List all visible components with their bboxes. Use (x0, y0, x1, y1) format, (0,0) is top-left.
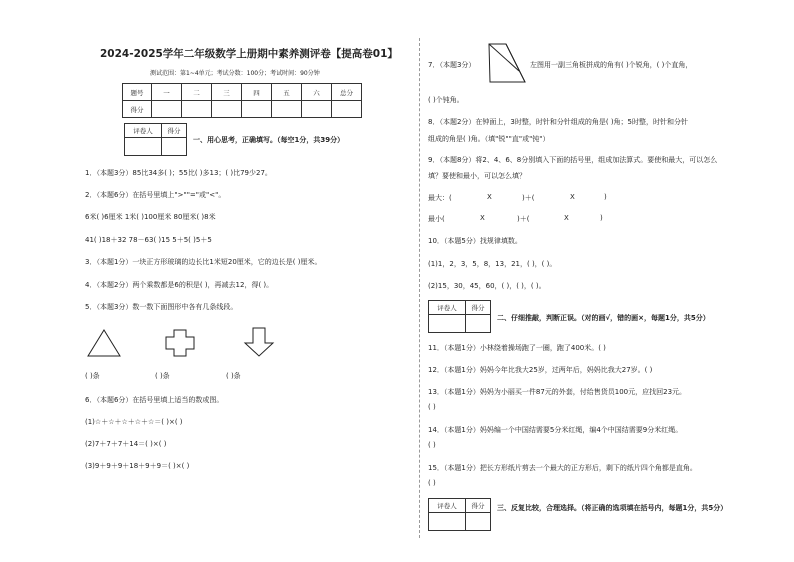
score-header-cell: 六 (302, 84, 332, 101)
grader-name-cell[interactable] (125, 138, 162, 156)
question-10-row-2: (2)15，30，45，60，( )，( )，( )。 (428, 282, 546, 290)
question-9-min-x2: X (564, 214, 569, 222)
grader-score-cell[interactable] (162, 138, 187, 156)
question-4: 4．（本题2分）两个乘数都是6的积是( )，再减去12，得( )。 (85, 281, 274, 289)
score-cell[interactable] (332, 101, 362, 118)
question-15-answer: ( ) (428, 479, 436, 487)
grader-box (428, 498, 491, 531)
question-7-text-2: ( )个钝角。 (428, 96, 464, 104)
question-2-row-a: 6米( )6厘米 1米( )100厘米 80厘米( )8米 (85, 213, 216, 221)
question-14-answer: ( ) (428, 441, 436, 449)
score-cell[interactable] (182, 101, 212, 118)
question-3: 3．（本题1分）一块正方形玻璃的边长比1米短20厘米，它的边长是( )厘米。 (85, 258, 322, 266)
question-6-row-1: (1)☆＋☆＋☆＋☆＋☆＝( )×( ) (85, 418, 183, 426)
question-7: 7．（本题3分） (428, 61, 476, 69)
score-cell[interactable] (272, 101, 302, 118)
question-6: 6．（本题6分）在括号里填上适当的数或图。 (85, 396, 224, 404)
question-10: 10．（本题5分）找规律填数。 (428, 237, 522, 245)
question-8-line-2: 组成的角是( )角。（填"锐""直"或"钝"） (428, 135, 550, 143)
exam-meta: 测试范围：第1~4单元；考试分数：100分；考试时间：90分钟 (150, 70, 320, 77)
question-9-max-label: 最大：( (428, 194, 452, 202)
question-9-min-label: 最小( (428, 215, 445, 223)
grader-name-cell[interactable] (429, 513, 466, 531)
question-14: 14．（本题1分）妈妈编一个中国结需要5分米红绳，编4个中国结需要9分米红绳。 (428, 426, 683, 434)
grader-score-label: 得分 (162, 124, 187, 138)
question-6-row-3: (3)9＋9＋9＋18＋9＋9＝( )×( ) (85, 462, 190, 470)
cross-figure (164, 328, 196, 358)
question-8: 8．（本题2分）在钟面上，3时整，时针和分针组成的角是( )角；5时整，时针和分针 (428, 118, 689, 126)
grader-score-label: 得分 (466, 499, 491, 513)
section-3-heading: 三、反复比较，合理选择。（将正确的选项填在括号内，每题1分，共5分） (497, 504, 728, 512)
score-header-cell: 题号 (123, 84, 152, 101)
question-13: 13．（本题1分）妈妈为小丽买一件87元的外套，付给售货员100元，应找回23元。 (428, 388, 687, 396)
score-header-cell: 五 (272, 84, 302, 101)
grader-box (428, 300, 491, 333)
grader-score-label: 得分 (466, 301, 491, 315)
question-9-min-close: ) (600, 214, 603, 222)
score-header-cell: 三 (212, 84, 242, 101)
question-6-row-2: (2)7＋7＋7＋14＝( )×( ) (85, 440, 167, 448)
question-10-row-1: (1)1，2，3，5，8，13，21，( )，( )。 (428, 260, 557, 268)
column-divider (419, 38, 420, 538)
score-header-cell: 四 (242, 84, 272, 101)
score-row-label: 得分 (123, 101, 152, 118)
triangle-figure (86, 328, 122, 358)
set-square-figure (486, 41, 528, 87)
grader-score-cell[interactable] (466, 513, 491, 531)
section-2-heading: 二、仔细推敲，判断正误。（对的画√，错的画×，每题1分，共5分） (497, 314, 710, 322)
question-9-min-plus: )＋( (517, 215, 530, 223)
question-11: 11．（本题1分）小林绕着操场跑了一圈，跑了400米。( ) (428, 344, 606, 352)
grader-score-cell[interactable] (466, 315, 491, 333)
question-9-max-x2: X (570, 193, 575, 201)
section-1-heading: 一、用心思考，正确填写。（每空1分，共39分） (193, 136, 345, 144)
score-cell[interactable] (212, 101, 242, 118)
score-table (122, 83, 362, 118)
question-2: 2．（本题6分）在括号里填上">""="或"<"。 (85, 191, 226, 199)
score-cell[interactable] (152, 101, 182, 118)
score-cell[interactable] (242, 101, 272, 118)
question-5-answer-1: ( )条 (85, 372, 100, 380)
question-5: 5．（本题3分）数一数下面图形中各有几条线段。 (85, 303, 238, 311)
question-9-line-2: 填？要使和最小，可以怎么填？ (428, 172, 526, 180)
page-title: 2024-2025学年二年级数学上册期中素养测评卷【提高卷01】 (100, 48, 398, 60)
question-5-answer-2: ( )条 (155, 372, 170, 380)
question-9: 9．（本题8分）将2、4、6、8分别填入下面的括号里，组成加法算式。要使和最大，可以怎么 (428, 156, 718, 164)
score-header-cell: 二 (182, 84, 212, 101)
score-header-cell: 总分 (332, 84, 362, 101)
question-9-max-plus: )＋( (522, 194, 535, 202)
question-5-answer-3: ( )条 (226, 372, 241, 380)
question-7-text: 左图用一副三角板拼成的角有( )个锐角，( )个直角， (530, 61, 693, 69)
question-1: 1．（本题3分）85比34多( )；55比( )多13；( )比79少27。 (85, 169, 272, 177)
question-9-max-close: ) (604, 193, 607, 201)
score-header-cell: 一 (152, 84, 182, 101)
question-12: 12．（本题1分）妈妈今年比我大25岁，过两年后，妈妈比我大27岁。( ) (428, 366, 653, 374)
grader-name-cell[interactable] (429, 315, 466, 333)
question-9-max-x1: X (487, 193, 492, 201)
grader-box (124, 123, 187, 156)
question-2-row-b: 41( )18＋32 78－63( )15 5＋5( )5＋5 (85, 236, 212, 244)
arrow-figure (243, 326, 275, 358)
score-cell[interactable] (302, 101, 332, 118)
question-15: 15．（本题1分）把长方形纸片剪去一个最大的正方形后，剩下的纸片四个角都是直角。 (428, 464, 697, 472)
question-9-min-x1: X (480, 214, 485, 222)
grader-label: 评卷人 (125, 124, 162, 138)
question-13-answer: ( ) (428, 403, 436, 411)
grader-label: 评卷人 (429, 499, 466, 513)
grader-label: 评卷人 (429, 301, 466, 315)
